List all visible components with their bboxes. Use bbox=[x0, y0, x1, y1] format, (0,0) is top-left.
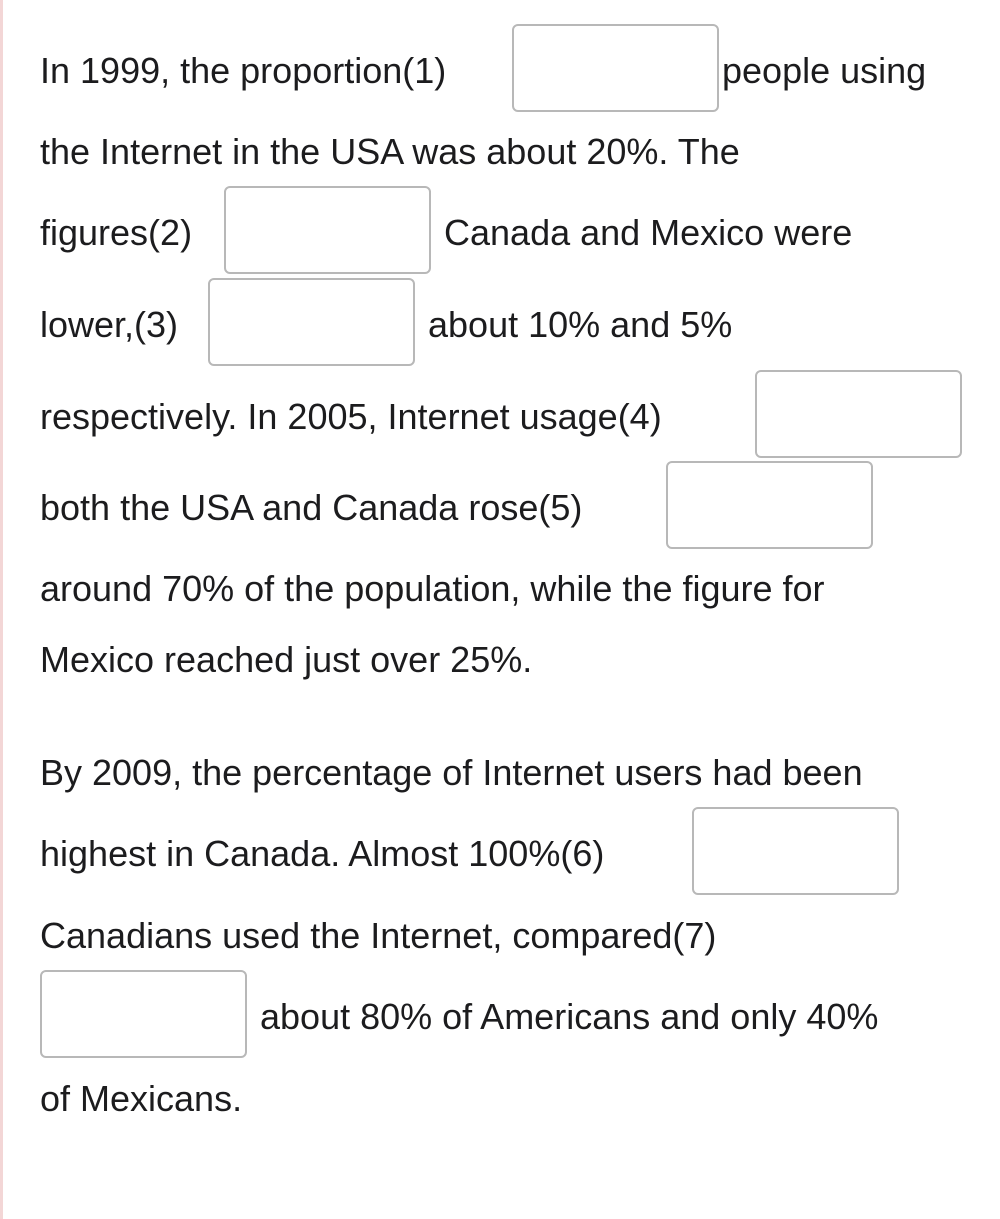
answer-blank-5[interactable] bbox=[666, 461, 873, 549]
p2-line2-text: highest in Canada. Almost 100%(6) bbox=[40, 833, 605, 874]
answer-blank-1[interactable] bbox=[512, 24, 719, 112]
answer-blank-7[interactable] bbox=[40, 970, 247, 1058]
p1-line4-text-a: lower,(3) bbox=[40, 304, 179, 345]
p1-line1-text-b: people using bbox=[722, 50, 927, 91]
answer-blank-2[interactable] bbox=[224, 186, 431, 274]
answer-blank-4[interactable] bbox=[755, 370, 962, 458]
p1-line2-text: the Internet in the USA was about 20%. The bbox=[40, 131, 740, 172]
p1-line6-text: both the USA and Canada rose(5) bbox=[40, 487, 583, 528]
p2-line5-text: of Mexicans. bbox=[40, 1078, 243, 1119]
p1-line5-text: respectively. In 2005, Internet usage(4) bbox=[40, 396, 662, 437]
p1-line1-text-a: In 1999, the proportion(1) bbox=[40, 50, 447, 91]
p1-line7-text: around 70% of the population, while the figure for bbox=[40, 568, 825, 609]
p1-line8-text: Mexico reached just over 25%. bbox=[40, 639, 533, 680]
answer-blank-6[interactable] bbox=[692, 807, 899, 895]
p1-line4-text-b: about 10% and 5% bbox=[428, 304, 733, 345]
p2-line3-text: Canadians used the Internet, compared(7) bbox=[40, 915, 717, 956]
p1-line3-text-b: Canada and Mexico were bbox=[444, 212, 853, 253]
p2-line4-text: about 80% of Americans and only 40% bbox=[260, 996, 879, 1037]
answer-blank-3[interactable] bbox=[208, 278, 415, 366]
p2-line1-text: By 2009, the percentage of Internet users had been bbox=[40, 752, 863, 793]
p1-line3-text-a: figures(2) bbox=[40, 212, 193, 253]
